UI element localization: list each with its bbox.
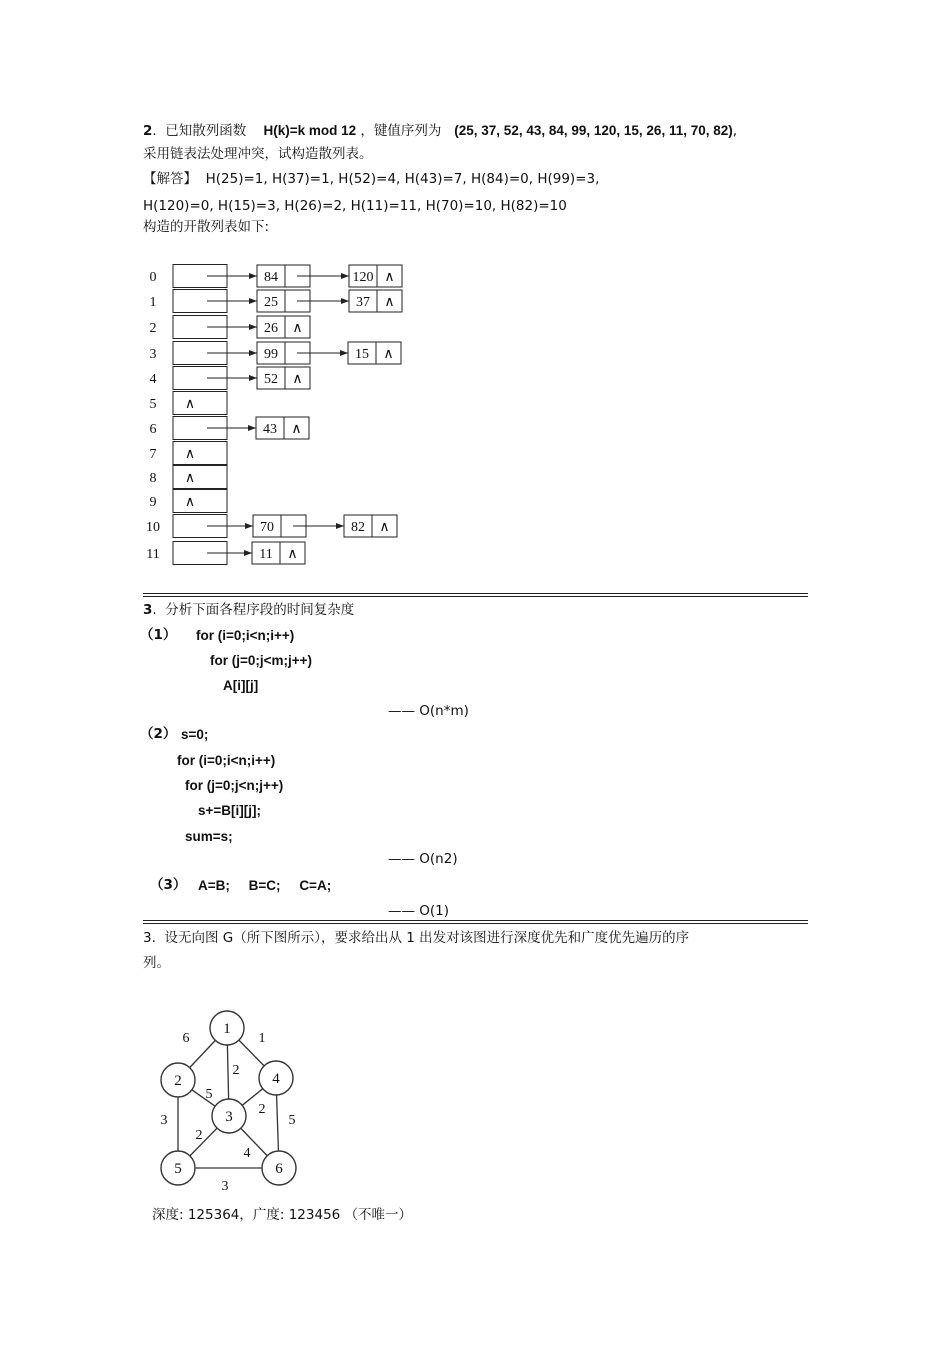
q3a-heading: 3. 分析下面各程序段的时间复杂度 <box>143 602 355 618</box>
null-pointer: ∧ <box>384 270 395 285</box>
node-value: 52 <box>264 372 278 387</box>
p2-answer: —— O(n2) <box>388 851 458 867</box>
node-label: 2 <box>174 1073 182 1089</box>
node-label: 4 <box>272 1071 280 1087</box>
q2-answer-values2: H(120)=0, H(15)=3, H(26)=2, H(11)=11, H(70)=10, H(82)=10 <box>143 198 567 214</box>
q2-answer-values1: H(25)=1, H(37)=1, H(52)=4, H(43)=7, H(84)=0, H(99)=3, <box>205 171 600 187</box>
p2-code-line1: s=0; <box>181 727 209 742</box>
bucket-index: 8 <box>149 471 157 486</box>
divider <box>143 596 808 597</box>
edge-weight: 3 <box>160 1113 168 1128</box>
bucket-index: 1 <box>149 295 157 310</box>
null-pointer: ∧ <box>383 347 394 362</box>
node-value: 82 <box>351 520 365 535</box>
null-pointer: ∧ <box>291 422 302 437</box>
q2-line2: 采用链表法处理冲突，试构造散列表。 <box>143 146 373 162</box>
null-pointer: ∧ <box>292 372 303 387</box>
bucket-index: 4 <box>149 372 157 387</box>
node-value: 70 <box>260 520 274 535</box>
q3b-line1 <box>143 929 689 947</box>
q3a-title: 分析下面各程序段的时间复杂度 <box>165 602 355 618</box>
p3-label: （3） <box>150 877 187 893</box>
graph-edge <box>227 1045 228 1099</box>
p3-code-1: A=B; <box>198 878 230 893</box>
q2-line1: 2. 已知散列函数 H(k)=k mod 12 ，键值序列为 (25, 37, 52, 43, 84, 99, 120, 15, 26, 11, 70, 82), <box>143 123 738 139</box>
node-value: 43 <box>263 422 277 437</box>
edge-weight: 5 <box>288 1113 296 1128</box>
node-value: 25 <box>264 295 278 310</box>
edge-weight: 6 <box>182 1031 190 1046</box>
null-pointer: ∧ <box>287 547 298 562</box>
p1-label: （1） <box>140 627 177 643</box>
q3b-text: 设无向图 G（所下图所示），要求给出从 1 出发对该图进行深度优先和广度优先遍历的序 <box>164 930 690 946</box>
bucket-cell <box>173 466 227 489</box>
p1-answer: —— O(n*m) <box>388 703 469 719</box>
q3a-number: 3 <box>143 602 153 618</box>
undirected-graph-diagram <box>0 990 400 1200</box>
traversal-answer: 深度: 125364，广度: 123456 （不唯一） <box>152 1207 413 1223</box>
bucket-index: 3 <box>149 347 157 362</box>
bucket-index: 2 <box>149 321 157 336</box>
divider <box>143 923 808 924</box>
null-pointer: ∧ <box>184 471 196 486</box>
node-value: 120 <box>352 270 374 285</box>
node-value: 84 <box>264 270 278 285</box>
graph-edge <box>277 1095 279 1151</box>
p1-code-line3: A[i][j] <box>223 678 259 693</box>
bucket-index: 9 <box>149 495 157 510</box>
p1-code-line1: for (i=0;i<n;i++) <box>196 628 295 643</box>
divider <box>143 593 808 594</box>
graph-edge <box>190 1040 216 1067</box>
edge-weight: 2 <box>258 1102 266 1117</box>
node-value: 11 <box>259 547 273 562</box>
answer-label: 【解答】 <box>143 171 197 187</box>
p3-code <box>198 877 331 895</box>
null-pointer: ∧ <box>379 520 390 535</box>
null-pointer: ∧ <box>292 321 303 336</box>
node-value: 99 <box>264 347 278 362</box>
bucket-index: 11 <box>146 547 160 562</box>
edge-weight: 4 <box>243 1146 251 1161</box>
edge-weight: 2 <box>195 1128 203 1143</box>
bucket-cell <box>173 392 227 415</box>
bucket-cell <box>173 490 227 513</box>
node-value: 37 <box>356 295 370 310</box>
p2-label: （2） <box>140 726 177 742</box>
bucket-index: 5 <box>149 397 157 412</box>
p3-code-2: B=C; <box>248 878 281 893</box>
bucket-index: 6 <box>149 422 157 437</box>
p1-code-line2: for (j=0;j<m;j++) <box>210 653 313 668</box>
null-pointer: ∧ <box>384 295 395 310</box>
p3-code-3: C=A; <box>299 878 332 893</box>
q2-key-sequence: (25, 37, 52, 43, 84, 99, 120, 15, 26, 11, 70, 82) <box>454 123 733 138</box>
p2-code-line5: sum=s; <box>185 829 233 844</box>
node-label: 5 <box>174 1161 182 1177</box>
q2-text2: ，键值序列为 <box>360 123 442 139</box>
edge-weight: 1 <box>258 1031 266 1046</box>
null-pointer: ∧ <box>184 447 196 462</box>
bucket-cell <box>173 442 227 465</box>
hash-table-diagram <box>0 0 950 590</box>
q2-table-intro: 构造的开散列表如下: <box>143 219 270 235</box>
divider <box>143 920 808 921</box>
bucket-index: 10 <box>146 520 160 535</box>
node-label: 3 <box>225 1109 233 1125</box>
q2-text1: 已知散列函数 <box>165 123 247 139</box>
edge-weight: 5 <box>205 1087 213 1102</box>
null-pointer: ∧ <box>184 397 196 412</box>
node-value: 15 <box>355 347 369 362</box>
bucket-index: 0 <box>149 270 157 285</box>
graph-edge <box>190 1128 217 1156</box>
bucket-index: 7 <box>149 447 157 462</box>
edge-weight: 3 <box>221 1179 229 1194</box>
edge-weight: 2 <box>232 1063 240 1078</box>
q2-number: 2 <box>143 123 153 139</box>
q2-text3: , <box>732 123 738 139</box>
q3b-line2: 列。 <box>143 955 170 971</box>
q3b-number: 3. <box>143 930 156 946</box>
p3-answer: —— O(1) <box>388 903 450 919</box>
null-pointer: ∧ <box>184 495 196 510</box>
node-label: 6 <box>275 1161 283 1177</box>
p2-code-line4: s+=B[i][j]; <box>198 803 262 818</box>
p2-code-line2: for (i=0;i<n;i++) <box>177 753 276 768</box>
node-label: 1 <box>223 1021 231 1037</box>
q2-hash-function: H(k)=k mod 12 <box>263 123 357 138</box>
node-value: 26 <box>264 321 278 336</box>
p2-code-line3: for (j=0;j<n;j++) <box>185 778 284 793</box>
